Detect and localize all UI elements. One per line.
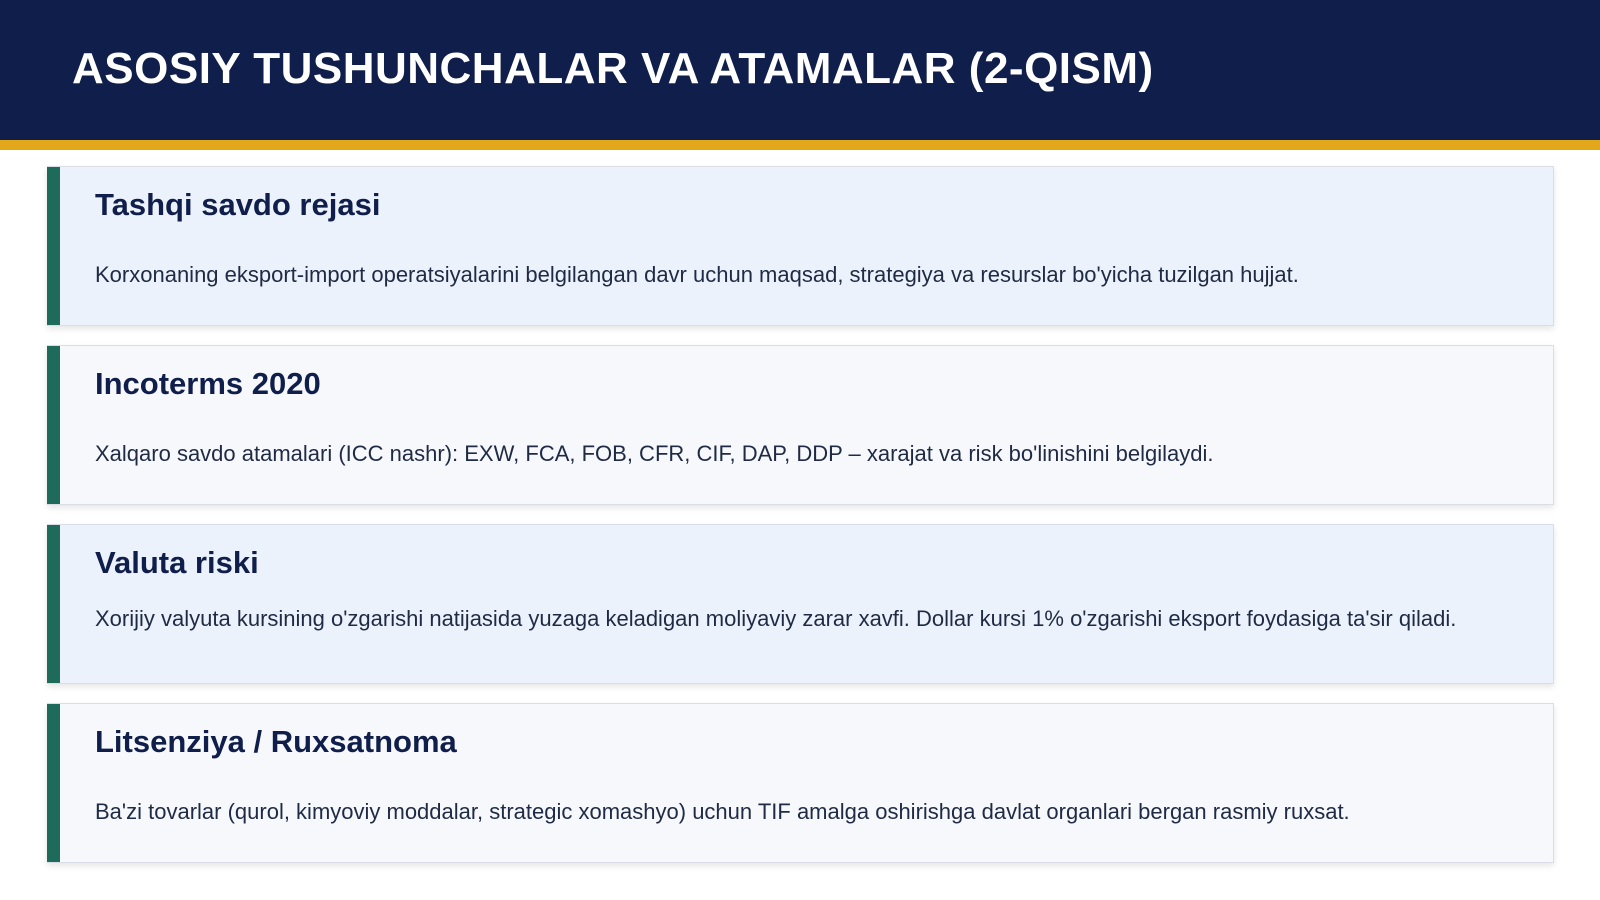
- card-accent-stripe: [47, 525, 60, 683]
- term-title: Litsenziya / Ruxsatnoma: [95, 724, 457, 759]
- term-card: [47, 524, 1554, 684]
- term-card: [47, 703, 1554, 863]
- card-accent-stripe: [47, 704, 60, 862]
- term-definition: Korxonaning eksport-import operatsiyalarini belgilangan davr uchun maqsad, strategiya va resurslar bo'yicha tuzilgan hujjat.: [95, 262, 1299, 287]
- slide-title: ASOSIY TUSHUNCHALAR VA ATAMALAR (2-QISM): [72, 44, 1154, 93]
- term-title: Valuta riski: [95, 545, 259, 580]
- term-card: [47, 345, 1554, 505]
- slide-header: [0, 0, 1600, 140]
- header-accent-bar: [0, 140, 1600, 150]
- term-card: [47, 166, 1554, 326]
- card-accent-stripe: [47, 346, 60, 504]
- term-card-list: [47, 166, 1554, 882]
- term-definition: Xalqaro savdo atamalari (ICC nashr): EXW, FCA, FOB, CFR, CIF, DAP, DDP – xarajat va risk bo'linishini belgilaydi.: [95, 441, 1214, 466]
- card-accent-stripe: [47, 167, 60, 325]
- term-definition: Xorijiy valyuta kursining o'zgarishi natijasida yuzaga keladigan moliyaviy zarar xavfi. Dollar kursi 1% o'zgarishi eksport foydasiga ta'sir qiladi.: [95, 606, 1457, 631]
- term-definition: Ba'zi tovarlar (qurol, kimyoviy moddalar, strategic xomashyo) uchun TIF amalga oshirishga davlat organlari bergan rasmiy ruxsat.: [95, 799, 1350, 824]
- term-title: Incoterms 2020: [95, 366, 321, 401]
- term-title: Tashqi savdo rejasi: [95, 187, 381, 222]
